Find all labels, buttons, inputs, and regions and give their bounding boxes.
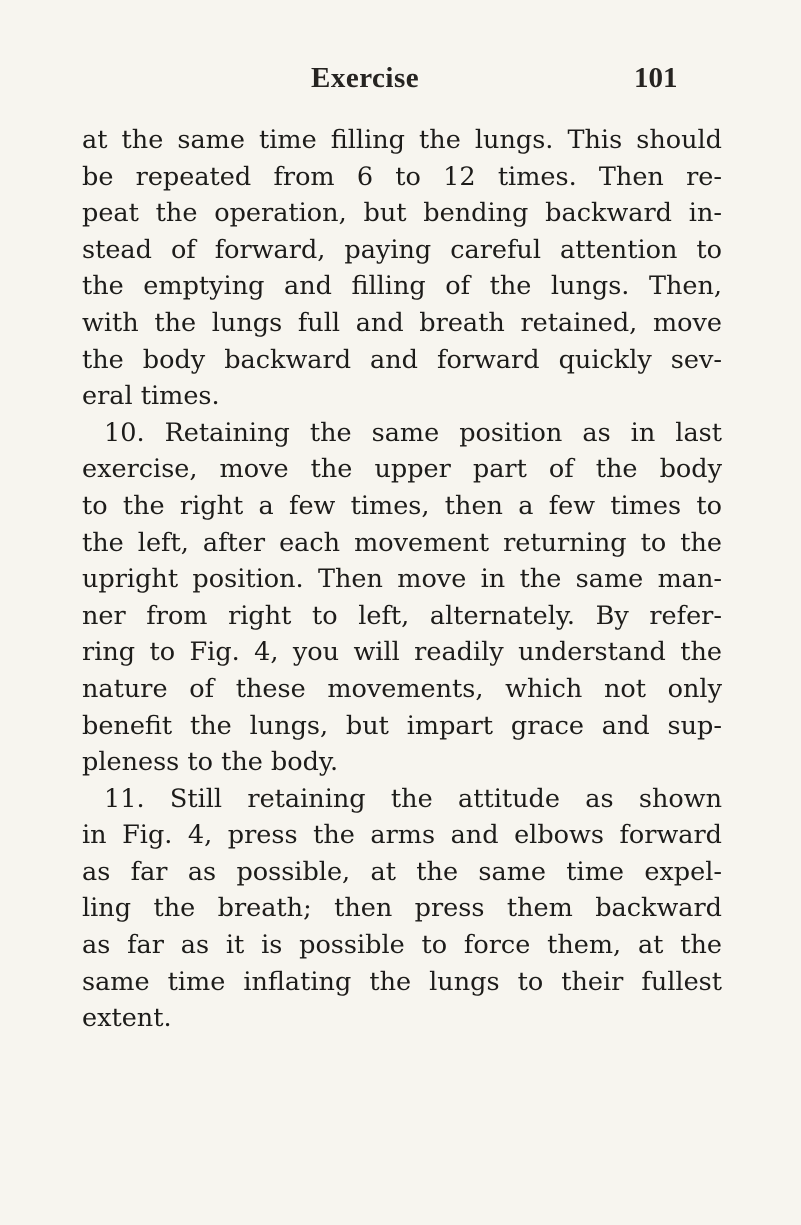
text-line: with the lungs full and breath retained, move <box>82 307 722 338</box>
text-line: stead of forward, paying careful attention to <box>82 234 722 265</box>
text-line: ring to Fig. 4, you will readily understand the <box>82 637 722 668</box>
text-line: the left, after each movement returning to the <box>82 527 722 558</box>
paragraph-11-start: 11. Still retaining the attitude as shown <box>104 783 722 814</box>
text-line: benefit the lungs, but impart grace and sup- <box>82 710 722 741</box>
text-line: be repeated from 6 to 12 times. Then re- <box>82 161 722 192</box>
text-line: at the same time filling the lungs. This should <box>82 125 722 155</box>
text-line: upright position. Then move in the same man- <box>82 564 722 595</box>
text-line: exercise, move the upper part of the body <box>82 454 722 485</box>
body-text <box>82 122 722 1037</box>
text-line: nature of these movements, which not only <box>82 673 722 704</box>
running-title: Exercise <box>311 62 420 94</box>
text-line: to the right a few times, then a few times to <box>82 490 722 521</box>
paragraph-10-start: 10. Retaining the same position as in last <box>104 417 722 448</box>
text-line: peat the operation, but bending backward in- <box>82 198 722 229</box>
text-line: extent. <box>82 1003 172 1034</box>
text-line: the emptying and filling of the lungs. Then, <box>82 271 722 302</box>
text-line: ling the breath; then press them backward <box>82 893 722 924</box>
text-line: eral times. <box>82 381 220 412</box>
page-number: 101 <box>634 62 678 94</box>
text-line: in Fig. 4, press the arms and elbows forward <box>82 820 722 851</box>
text-line: as far as possible, at the same time expel- <box>82 856 722 887</box>
running-head <box>0 62 801 102</box>
text-line: as far as it is possible to force them, at the <box>82 930 722 961</box>
text-line: pleness to the body. <box>82 747 339 778</box>
text-line: same time inflating the lungs to their fullest <box>82 966 722 997</box>
text-line: ner from right to left, alternately. By refer- <box>82 600 722 631</box>
text-line: the body backward and forward quickly sev- <box>82 344 722 375</box>
